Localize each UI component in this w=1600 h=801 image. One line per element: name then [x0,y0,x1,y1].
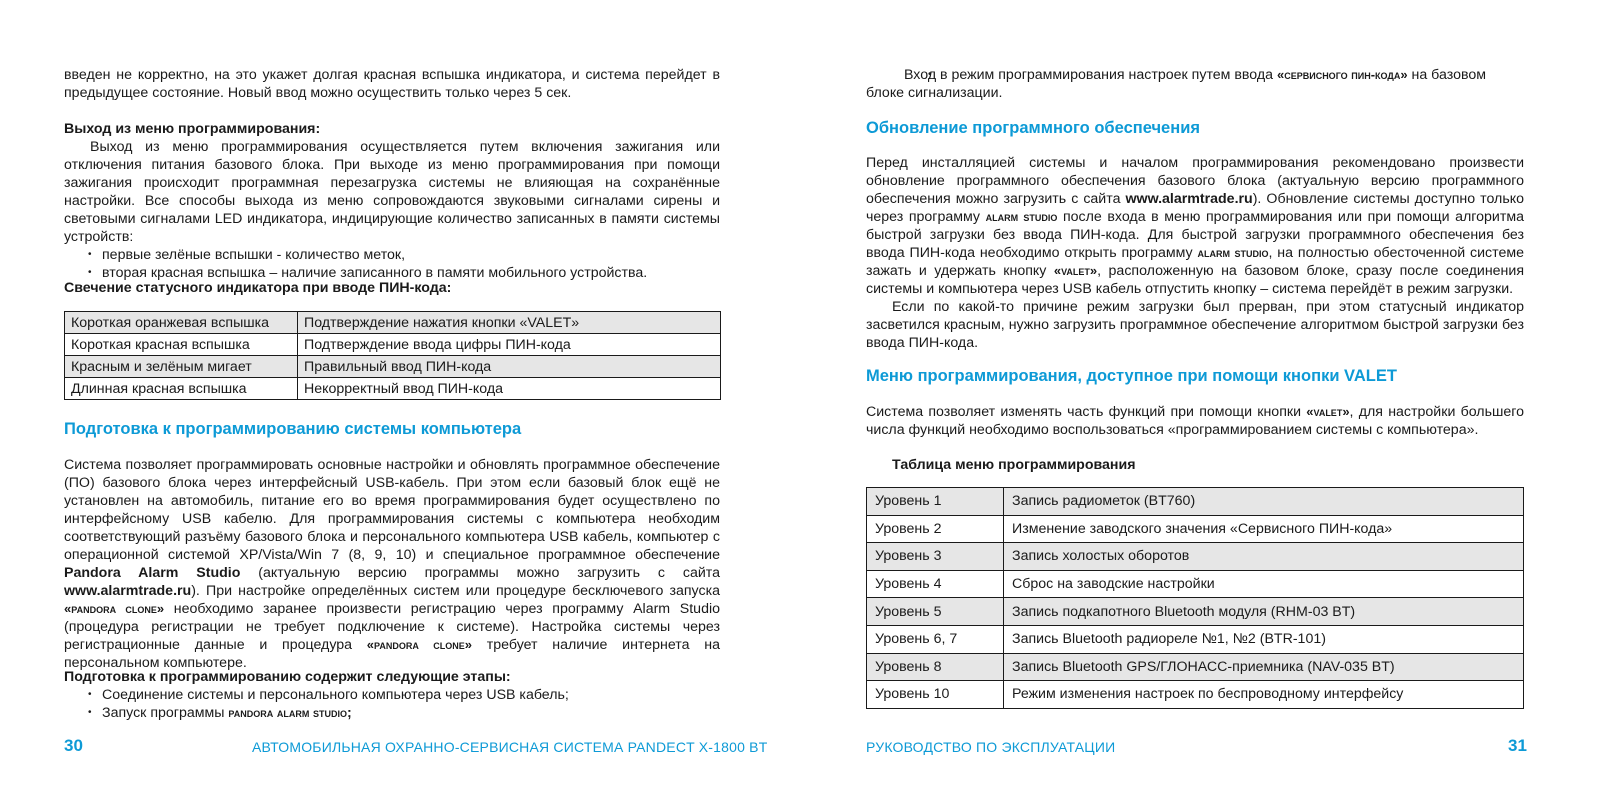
text-span: на базовом блоке сигнализации. [866,67,1486,101]
table-cell: Короткая красная вспышка [65,334,298,356]
steps-title: Подготовка к программированию содержит следующие этапы: [64,669,511,685]
status-table [64,311,721,400]
intro-paragraph: введен не корректно, на это укажет долгая красная вспышка индикатора, и система перейдет в предыдущее состояние. Новый ввод можно осуществить только через 5 сек. [64,67,720,101]
software-name: Pandora Alarm Studio [64,565,241,581]
pandora-clone-term: «pandora clone» [366,637,473,652]
alarm-studio-term: alarm studio [1197,245,1269,260]
table-row [867,653,1524,681]
table-row [867,488,1524,516]
table-cell: Режим изменения настроек по беспроводному интерфейсу [1004,681,1524,709]
website-link: www.alarmtrade.ru [1125,191,1253,207]
table-cell: Длинная красная вспышка [65,378,298,400]
table-cell: Уровень 4 [867,570,1004,598]
valet-paragraph [866,403,1524,439]
text-span: требует наличие интернета на персональном компьютере. [64,637,721,671]
alarm-studio-term: alarm studio [985,209,1058,224]
right-page-number: 31 [1508,736,1527,755]
text-span: Запуск программы [102,705,229,721]
website-link: www.alarmtrade.ru [64,583,192,599]
pandora-clone-term: «pandora clone» [64,601,165,616]
text-span: после входа в меню программирования или при помощи алгоритма быстрой загрузки без ввода ПИН-кода. Для быстрой загрузки программного обеспечения без ввода ПИН-кода необходимо открыть программу [866,209,1524,261]
table-cell: Уровень 2 [867,515,1004,543]
menu-table-wrap [866,487,1524,709]
table-cell: Запись подкапотного Bluetooth модуля (RHM-03 BT) [1004,598,1524,626]
table-cell: Подтверждение нажатия кнопки «VALET» [298,312,721,334]
table-cell: Запись радиометок (BT760) [1004,488,1524,516]
table-cell: Уровень 10 [867,681,1004,709]
text-span: , расположенную на базовом блоке, сразу после соединения системы и компьютера через USB кабель отпустить кнопку – система перейдёт в режим загрузки. [866,263,1524,297]
menu-table [866,487,1524,709]
exit-section [64,120,720,282]
update-paragraph-2: Если по какой-то причине режим загрузки был прерван, при этом статусный индикатор засветился красным, нужно загрузить программное обеспечение алгоритмом быстрой загрузки без ввода ПИН-кода. [866,299,1524,351]
table-cell: Изменение заводского значения «Сервисного ПИН-кода» [1004,515,1524,543]
text-span: ; [346,705,352,721]
right-page [866,0,1542,801]
table-cell: Некорректный ввод ПИН-кода [298,378,721,400]
text-span: ). Обновление системы доступно только через программу [866,191,1524,225]
left-page-number: 30 [64,736,83,755]
table-row [867,515,1524,543]
table-cell: Уровень 8 [867,653,1004,681]
right-footer-title: РУКОВОДСТВО ПО ЭКСПЛУАТАЦИИ [866,739,1116,755]
prep-heading: Подготовка к программированию системы компьютера [64,420,522,438]
program-name: pandora alarm studio [228,705,347,720]
table-cell: Запись Bluetooth GPS/ГЛОНАСС-приемника (NAV-035 BT) [1004,653,1524,681]
prep-paragraph [64,456,720,672]
table-cell: Правильный ввод ПИН-кода [298,356,721,378]
table-row [867,681,1524,709]
valet-heading: Меню программирования, доступное при помощи кнопки VALET [866,367,1397,385]
update-paragraph [866,154,1524,298]
table-row [65,356,721,378]
table-cell: Красным и зелёным мигает [65,356,298,378]
text-span: Перед инсталляцией системы и началом программирования рекомендовано произвести обновление программного обеспечения базового блока (актуальную версию программного обеспечения можно загрузить с сайта [866,155,1524,207]
valet-term: «valet» [1053,263,1098,278]
text-span: , для настройки большего числа функций необходимо воспользоваться «программированием системы с компьютера». [866,404,1525,438]
table-cell: Уровень 6, 7 [867,625,1004,653]
table-row [867,625,1524,653]
steps-section [64,668,720,722]
list-item: • Соединение системы и персонального компьютера через USB кабель; [64,686,720,704]
table-row [867,543,1524,571]
table-cell: Подтверждение ввода цифры ПИН-кода [298,334,721,356]
table-row [867,570,1524,598]
exit-bullets [64,246,720,282]
table-cell: Короткая оранжевая вспышка [65,312,298,334]
list-item: • первые зелёные вспышки - количество меток, [64,246,720,264]
update-heading: Обновление программного обеспечения [866,119,1200,137]
left-footer-title: АВТОМОБИЛЬНАЯ ОХРАННО-СЕРВИСНАЯ СИСТЕМА PANDECT X-1800 BT [252,739,768,755]
exit-text: Выход из меню программирования осуществляется путем включения зажигания или отключения питания базового блока. При выходе из меню программирования при помощи зажигания происходит программная перезагрузка системы не влияющая на сохранённые настройки. Все способы выхода из меню сопровождаются звуковыми сигналами сирены и световыми сигналами LED индикатора, индицирующие количество записанных в памяти системы устройств: [64,139,720,245]
text-span: Вход в режим программирования настроек путем ввода [904,67,1277,83]
table-cell: Запись холостых оборотов [1004,543,1524,571]
menu-table-title: Таблица меню программирования [892,457,1136,473]
exit-title: Выход из меню программирования: [64,121,321,137]
table-cell: Уровень 1 [867,488,1004,516]
table-cell: Уровень 3 [867,543,1004,571]
valet-term: «valet» [1306,404,1350,419]
left-page [64,0,740,801]
status-table-wrap [64,311,721,400]
list-item: • вторая красная вспышка – наличие записанного в памяти мобильного устройства. [64,264,720,282]
table-row [65,334,721,356]
service-bullet [866,66,1524,102]
text-span: , на полностью обесточенной системе зажать и удержать кнопку [866,245,1524,279]
table-row [867,598,1524,626]
text-span: (актуальную версию программы можно загрузить с сайта [240,565,720,581]
text-span: необходимо заранее произвести регистрацию через программу Alarm Studio (процедура регистрации не требует подключение к системе). Настройка системы через регистрационные данные и процедура [64,601,720,653]
table-row [65,378,721,400]
service-pin-term: «сервисного пин-кода» [1276,67,1408,82]
table-row [65,312,721,334]
table-cell: Сброс на заводские настройки [1004,570,1524,598]
table-cell: Запись Bluetooth радиореле №1, №2 (BTR-101) [1004,625,1524,653]
list-item [866,66,1524,102]
text-span: Система позволяет программировать основные настройки и обновлять программное обеспечение (ПО) базового блока через интерфейсный USB-кабель. При этом если базовый блок ещё не установлен на автомобиль, питание его во время программирования будет осуществлено по интерфейсному USB кабелю. Для программирования системы с компьютера необходим соответствующий разъёму базового блока и персонального компьютера USB кабель, компьютер с операционной системой XP/Vista/Win 7 (8, 9, 10) и специальное программное обеспечение [64,457,720,563]
steps-bullets [64,686,720,722]
text-span: ). При настройке определённых систем или процедуре бесключевого запуска [191,583,720,599]
status-title: Свечение статусного индикатора при вводе ПИН-кода: [64,280,452,296]
text-span: Система позволяет изменять часть функций при помощи кнопки [866,404,1307,420]
table-cell: Уровень 5 [867,598,1004,626]
list-item [64,704,720,722]
update-section [866,154,1524,352]
